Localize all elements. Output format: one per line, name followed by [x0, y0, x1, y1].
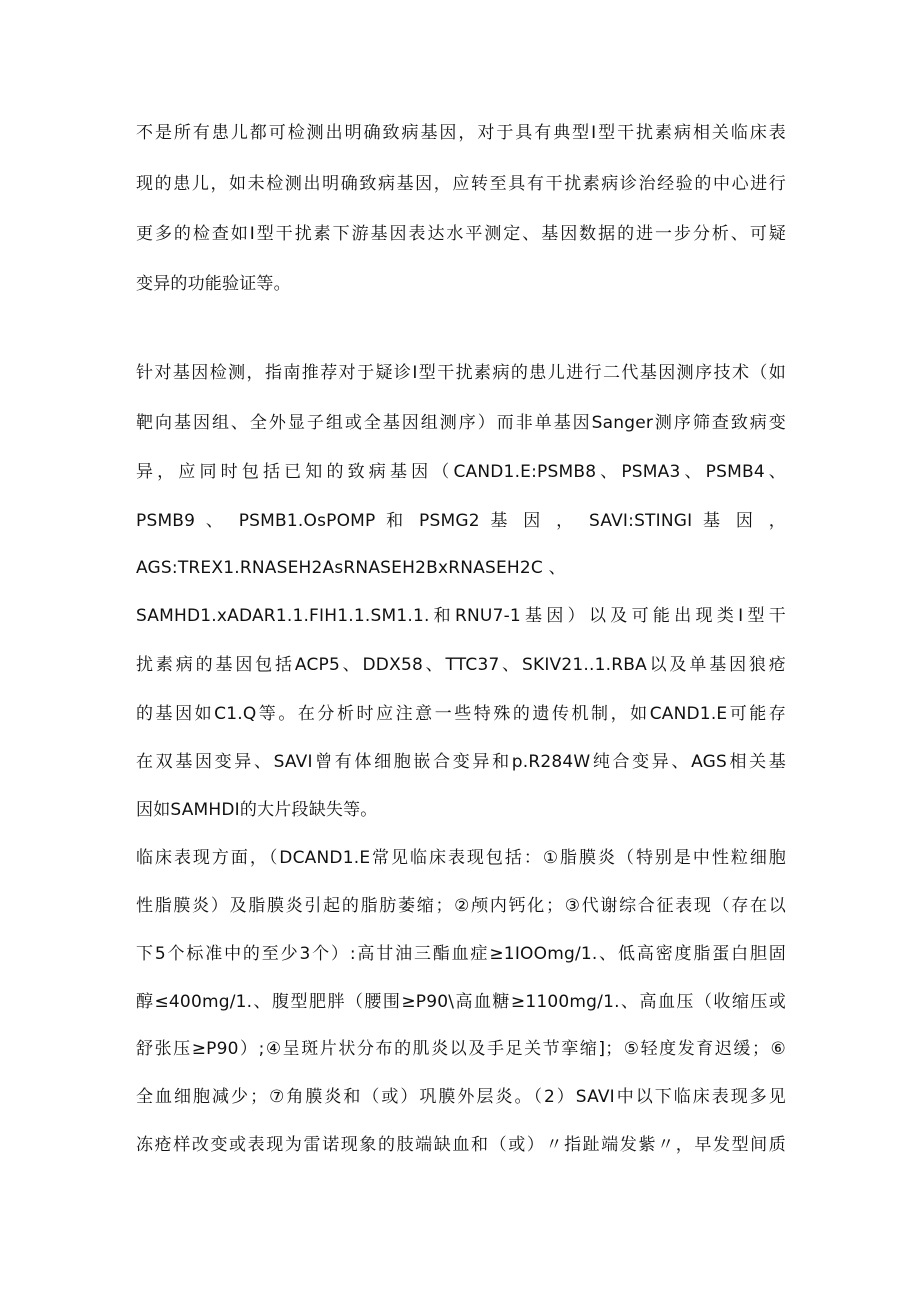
paragraph-3-line-6: 全血细胞减少；⑦角膜炎和（或）巩膜外层炎。（2）SAVI中以下临床表现多见 [136, 1087, 786, 1107]
paragraph-3-line-2: 性脂膜炎）及脂膜炎引起的脂肪萎缩；②颅内钙化；③代谢综合征表现（存在以 [136, 896, 786, 916]
paragraph-3-line-3: 下5个标准中的至少3个）:高甘油三酯血症≥1IOOmg/1.、低高密度脂蛋白胆固 [136, 944, 786, 964]
paragraph-2-line-6: SAMHD1.xADAR1.1.FIH1.1.SM1.1.和RNU7-1基因）以及可能出现类Ⅰ型干 [136, 606, 786, 626]
paragraph-3-line-7: 冻疮样改变或表现为雷诺现象的肢端缺血和（或）〃指趾端发紫〃，早发型间质 [136, 1135, 786, 1155]
paragraph-2-line-3: 异，应同时包括已知的致病基因（CAND1.E:PSMB8、PSMA3、PSMB4、 [136, 462, 786, 482]
paragraph-1-line-3: 更多的检查如Ⅰ型干扰素下游基因表达水平测定、基因数据的进一步分析、可疑 [136, 224, 786, 244]
paragraph-3-line-4: 醇≤400mg/1.、腹型肥胖（腰围≥P90\高血糖≥1100mg/1.、高血压（收缩压或 [136, 992, 786, 1012]
paragraph-2-line-10: 因如SAMHDI的大片段缺失等。 [136, 800, 378, 820]
paragraph-2-line-2: 靶向基因组、全外显子组或全基因组测序）而非单基因Sanger测序筛查致病变 [136, 413, 786, 433]
paragraph-3-line-1: 临床表现方面，（DCAND1.E常见临床表现包括：①脂膜炎（特别是中性粒细胞 [136, 848, 786, 868]
paragraph-1-line-1: 不是所有患儿都可检测出明确致病基因，对于具有典型Ⅰ型干扰素病相关临床表 [136, 123, 786, 143]
paragraph-1-line-4: 变异的功能验证等。 [136, 274, 291, 294]
paragraph-2-line-1: 针对基因检测，指南推荐对于疑诊Ⅰ型干扰素病的患儿进行二代基因测序技术（如 [136, 363, 786, 383]
paragraph-2-line-7: 扰素病的基因包括ACP5、DDX58、TTC37、SKIV21..1.RBA以及单基因狼疮 [136, 655, 786, 675]
paragraph-1-line-2: 现的患儿，如未检测出明确致病基因，应转至具有干扰素病诊治经验的中心进行 [136, 174, 786, 194]
paragraph-2-line-5: AGS:TREX1.RNASEH2AsRNASEH2BxRNASEH2C 、 [136, 558, 566, 578]
paragraph-2-line-9: 在双基因变异、SAVI曾有体细胞嵌合变异和p.R284W纯合变异、AGS相关基 [136, 752, 786, 772]
paragraph-3-line-5: 舒张压≥P90）;④呈斑片状分布的肌炎以及手足关节挛缩]；⑤轻度发育迟缓；⑥ [136, 1039, 786, 1059]
paragraph-2-line-4: PSMB9 、 PSMB1.OsPOMP 和 PSMG2 基 因 ， SAVI:STINGI 基 因 ， [136, 511, 786, 531]
paragraph-2-line-8: 的基因如C1.Q等。在分析时应注意一些特殊的遗传机制，如CAND1.E可能存 [136, 704, 786, 724]
